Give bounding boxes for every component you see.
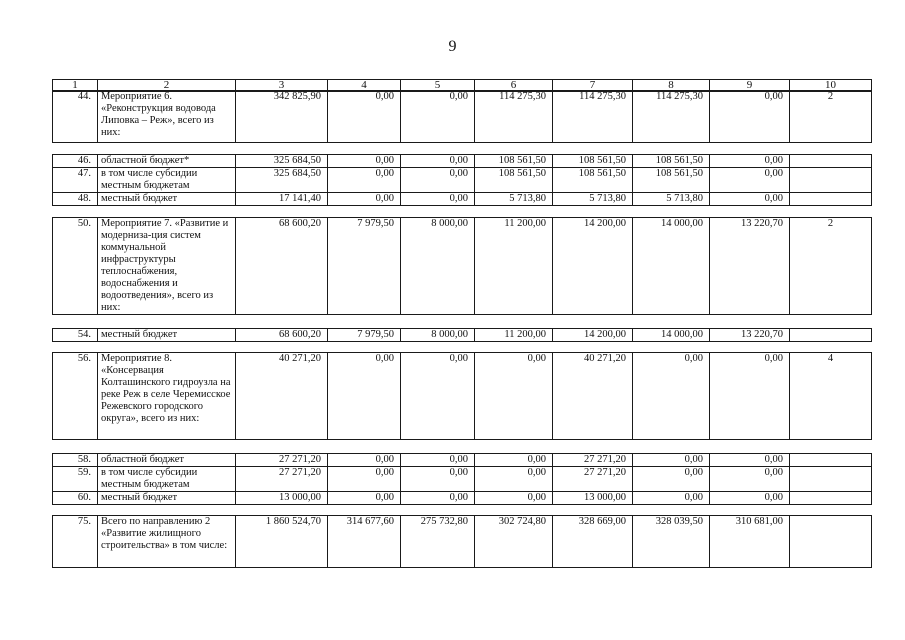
row-number: 60.: [53, 492, 98, 505]
value-cell: 0,00: [328, 155, 401, 168]
value-cell: 7 979,50: [328, 329, 401, 342]
table-block: [52, 217, 872, 315]
row-col10: [790, 168, 872, 193]
table-row: [53, 516, 872, 568]
row-col10: [790, 454, 872, 467]
table-block: [52, 328, 872, 342]
table-block: [52, 154, 872, 206]
value-cell: 0,00: [328, 467, 401, 492]
row-number: 48.: [53, 193, 98, 206]
header-cell-1: 1: [53, 80, 98, 92]
value-cell: 325 684,50: [236, 168, 328, 193]
value-cell: 0,00: [401, 454, 475, 467]
value-cell: 0,00: [401, 193, 475, 206]
value-cell: 5 713,80: [633, 193, 710, 206]
value-cell: 27 271,20: [236, 454, 328, 467]
header-cell-7: 7: [553, 80, 633, 92]
row-number: 59.: [53, 467, 98, 492]
value-cell: 14 000,00: [633, 329, 710, 342]
value-cell: 0,00: [710, 155, 790, 168]
row-description: областной бюджет*: [98, 155, 236, 168]
table-row: [53, 155, 872, 168]
value-cell: 108 561,50: [633, 168, 710, 193]
value-cell: 11 200,00: [475, 218, 553, 315]
row-col10: [790, 467, 872, 492]
row-number: 46.: [53, 155, 98, 168]
value-cell: 13 000,00: [553, 492, 633, 505]
row-number: 54.: [53, 329, 98, 342]
value-cell: 5 713,80: [475, 193, 553, 206]
row-number: 44.: [53, 91, 98, 143]
row-col10: [790, 492, 872, 505]
table-row: [53, 454, 872, 467]
row-col10: [790, 193, 872, 206]
header-cell-2: 2: [98, 80, 236, 92]
value-cell: 0,00: [710, 353, 790, 440]
value-cell: 0,00: [633, 492, 710, 505]
table-block: [52, 515, 872, 568]
value-cell: 40 271,20: [553, 353, 633, 440]
value-cell: 0,00: [710, 454, 790, 467]
row-description: Мероприятие 8. «Консервация Колташинского гидроузла на реке Реж в селе Черемисское Режевского городского округа», всего из них:: [98, 353, 236, 440]
row-number: 56.: [53, 353, 98, 440]
value-cell: 7 979,50: [328, 218, 401, 315]
row-number: 75.: [53, 516, 98, 568]
row-description: в том числе субсидии местным бюджетам: [98, 467, 236, 492]
value-cell: 5 713,80: [553, 193, 633, 206]
value-cell: 114 275,30: [633, 91, 710, 143]
table-row: [53, 492, 872, 505]
table-row: [53, 91, 872, 143]
value-cell: 0,00: [475, 454, 553, 467]
value-cell: 0,00: [710, 168, 790, 193]
row-description: местный бюджет: [98, 329, 236, 342]
table-row: [53, 168, 872, 193]
value-cell: 0,00: [710, 467, 790, 492]
row-description: местный бюджет: [98, 193, 236, 206]
header-cell-6: 6: [475, 80, 553, 92]
row-description: Всего по направлению 2 «Развитие жилищного строительства» в том числе:: [98, 516, 236, 568]
value-cell: 0,00: [475, 467, 553, 492]
value-cell: 0,00: [633, 467, 710, 492]
row-col10: [790, 155, 872, 168]
value-cell: 314 677,60: [328, 516, 401, 568]
table-block: [52, 90, 872, 143]
row-description: Мероприятие 7. «Развитие и модерниза-ция систем коммунальной инфраструктуры теплоснабжения, водоснабжения и водоотведения», всего из них:: [98, 218, 236, 315]
value-cell: 325 684,50: [236, 155, 328, 168]
row-description: в том числе субсидии местным бюджетам: [98, 168, 236, 193]
value-cell: 0,00: [328, 454, 401, 467]
value-cell: 0,00: [475, 492, 553, 505]
value-cell: 328 669,00: [553, 516, 633, 568]
row-col10: [790, 329, 872, 342]
header-cell-5: 5: [401, 80, 475, 92]
value-cell: 0,00: [401, 492, 475, 505]
header-cell-8: 8: [633, 80, 710, 92]
value-cell: 0,00: [401, 353, 475, 440]
value-cell: 0,00: [328, 353, 401, 440]
row-number: 58.: [53, 454, 98, 467]
value-cell: 0,00: [710, 492, 790, 505]
value-cell: 8 000,00: [401, 329, 475, 342]
value-cell: 328 039,50: [633, 516, 710, 568]
value-cell: 310 681,00: [710, 516, 790, 568]
value-cell: 13 000,00: [236, 492, 328, 505]
value-cell: 0,00: [401, 467, 475, 492]
page-number: 9: [448, 38, 457, 55]
table-block: [52, 352, 872, 440]
value-cell: 0,00: [328, 91, 401, 143]
value-cell: 68 600,20: [236, 218, 328, 315]
value-cell: 68 600,20: [236, 329, 328, 342]
value-cell: 27 271,20: [553, 454, 633, 467]
value-cell: 114 275,30: [475, 91, 553, 143]
value-cell: 108 561,50: [633, 155, 710, 168]
header-cell-9: 9: [710, 80, 790, 92]
value-cell: 0,00: [710, 193, 790, 206]
row-description: областной бюджет: [98, 454, 236, 467]
row-number: 47.: [53, 168, 98, 193]
value-cell: 14 200,00: [553, 329, 633, 342]
value-cell: 13 220,70: [710, 218, 790, 315]
value-cell: 0,00: [328, 492, 401, 505]
value-cell: 0,00: [328, 168, 401, 193]
value-cell: 17 141,40: [236, 193, 328, 206]
value-cell: 8 000,00: [401, 218, 475, 315]
row-description: Мероприятие 6. «Реконструкция водовода Липовка – Реж», всего из них:: [98, 91, 236, 143]
table-row: [53, 467, 872, 492]
value-cell: 1 860 524,70: [236, 516, 328, 568]
value-cell: 27 271,20: [553, 467, 633, 492]
value-cell: 0,00: [401, 91, 475, 143]
value-cell: 0,00: [401, 155, 475, 168]
value-cell: 108 561,50: [475, 168, 553, 193]
row-col10: 4: [790, 353, 872, 440]
value-cell: 108 561,50: [475, 155, 553, 168]
header-cell-3: 3: [236, 80, 328, 92]
row-col10: 2: [790, 91, 872, 143]
value-cell: 0,00: [328, 193, 401, 206]
value-cell: 275 732,80: [401, 516, 475, 568]
value-cell: 108 561,50: [553, 155, 633, 168]
value-cell: 14 000,00: [633, 218, 710, 315]
value-cell: 342 825,90: [236, 91, 328, 143]
row-col10: [790, 516, 872, 568]
value-cell: 40 271,20: [236, 353, 328, 440]
header-cell-10: 10: [790, 80, 872, 92]
value-cell: 108 561,50: [553, 168, 633, 193]
value-cell: 0,00: [475, 353, 553, 440]
row-description: местный бюджет: [98, 492, 236, 505]
value-cell: 0,00: [710, 91, 790, 143]
table-block: [52, 453, 872, 505]
row-col10: 2: [790, 218, 872, 315]
value-cell: 11 200,00: [475, 329, 553, 342]
value-cell: 0,00: [401, 168, 475, 193]
table-row: [53, 353, 872, 440]
header-cell-4: 4: [328, 80, 401, 92]
value-cell: 0,00: [633, 454, 710, 467]
value-cell: 302 724,80: [475, 516, 553, 568]
table-row: [53, 193, 872, 206]
value-cell: 14 200,00: [553, 218, 633, 315]
value-cell: 0,00: [633, 353, 710, 440]
value-cell: 13 220,70: [710, 329, 790, 342]
table-row: [53, 218, 872, 315]
table-row: [53, 329, 872, 342]
value-cell: 114 275,30: [553, 91, 633, 143]
row-number: 50.: [53, 218, 98, 315]
value-cell: 27 271,20: [236, 467, 328, 492]
